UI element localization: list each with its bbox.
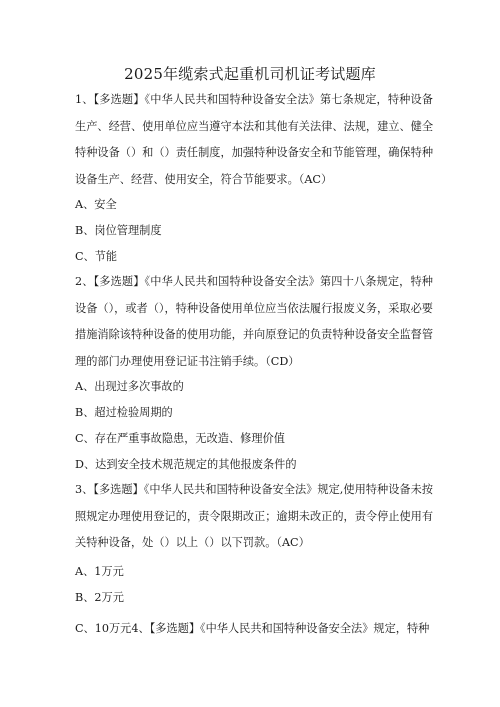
question-3-option-c: C、10万元4、【多选题】《中华人民共和国特种设备安全法》规定，特种 <box>75 622 430 635</box>
question-3-text: 3、【多选题】《中华人民共和国特种设备安全法》规定,使用特种设备未按照规定办理使用登记的，责令限期改正；逾期未改正的，责令停止使用有关特种设备，处（）以上（）以下罚款。（AC） <box>75 483 434 550</box>
question-3-option-b: B、2万元 <box>75 591 124 604</box>
question-1-option-b: B、岗位管理制度 <box>75 224 162 237</box>
question-1-option-c: C、节能 <box>75 250 118 263</box>
question-2-option-d: D、达到安全技术规范规定的其他报废条件的 <box>75 458 297 471</box>
question-2-option-c: C、存在严重事故隐患，无改造、修理价值 <box>75 432 285 445</box>
question-2-option-b: B、超过检验周期的 <box>75 406 173 419</box>
question-2-option-a: A、出现过多次事故的 <box>75 380 184 393</box>
question-3-option-a: A、1万元 <box>75 565 124 578</box>
page-title: 2025年缆索式起重机司机证考试题库 <box>124 65 376 83</box>
question-2-text: 2、【多选题】《中华人民共和国特种设备安全法》第四十八条规定，特种设备（），或者（），特种设备使用单位应当依法履行报废义务，采取必要措施消除该特种设备的使用功能，并向原登记的负责特种设备安全监督管理的部门办理使用登记证书注销手续。（CD） <box>75 275 434 368</box>
question-1-text: 1、【多选题】《中华人民共和国特种设备安全法》第七条规定，特种设备生产、经营、使用单位应当遵守本法和其他有关法律、法规，建立、健全特种设备（）和（）责任制度，加强特种设备安全和节能管理，确保特种设备生产、经营、使用安全，符合节能要求。（AC） <box>75 93 434 186</box>
question-1-option-a: A、安全 <box>75 198 117 211</box>
